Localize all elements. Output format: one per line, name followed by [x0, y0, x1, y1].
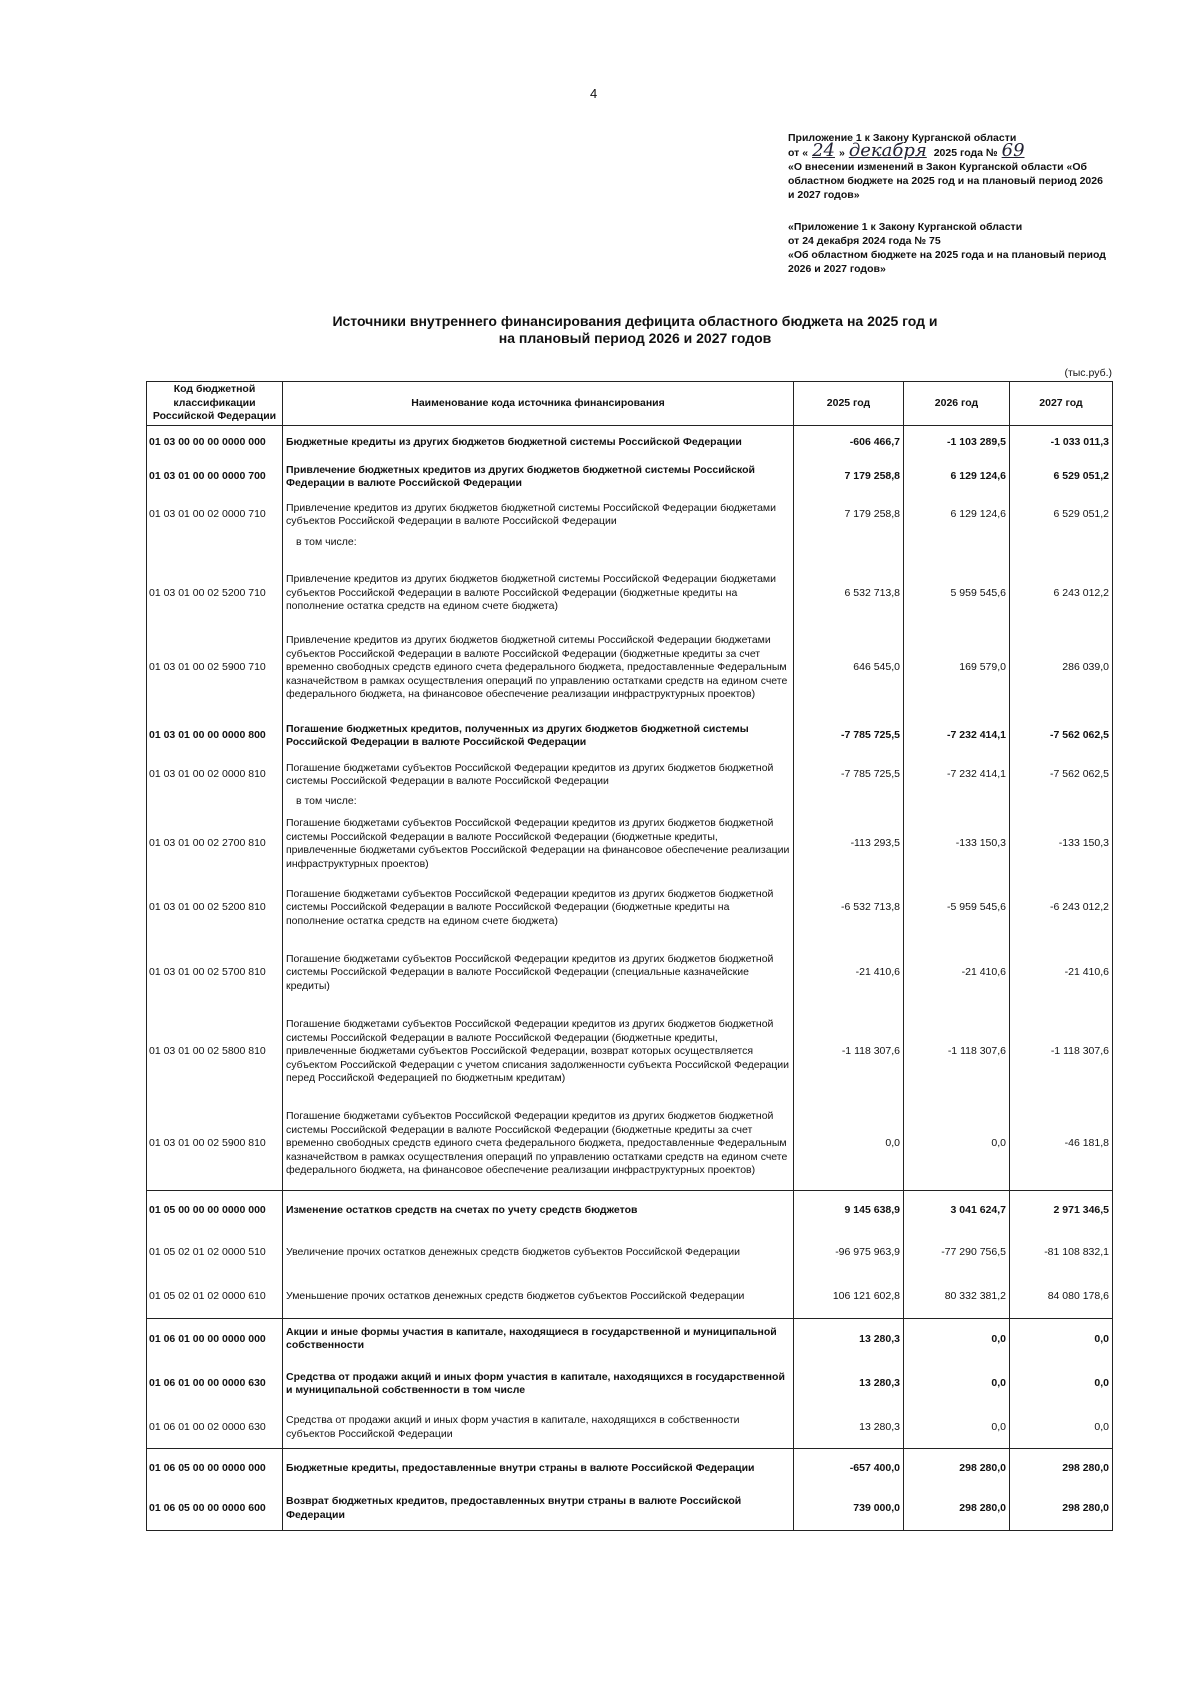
row-value-2026: 298 280,0 — [904, 1448, 1010, 1488]
table-row — [147, 792, 1113, 812]
table-row — [147, 1488, 1113, 1530]
table-row — [147, 1230, 1113, 1276]
header-2025: 2025 год — [794, 382, 904, 426]
table-row — [147, 812, 1113, 876]
row-value-2027: 298 280,0 — [1010, 1448, 1113, 1488]
page-number: 4 — [590, 86, 598, 101]
row-value-2027: 84 080 178,6 — [1010, 1276, 1113, 1318]
document-title — [160, 313, 1110, 347]
title-line1: Источники внутреннего финансирования дефицита областного бюджета на 2025 год и — [332, 313, 938, 329]
table-row — [147, 1276, 1113, 1318]
row-value-2025: -657 400,0 — [794, 1448, 904, 1488]
row-value-2027: -7 562 062,5 — [1010, 758, 1113, 792]
row-name: Бюджетные кредиты, предоставленные внутри страны в валюте Российской Федерации — [283, 1448, 794, 1488]
row-value-2027: -7 562 062,5 — [1010, 714, 1113, 758]
row-code: 01 03 01 00 02 5200 810 — [147, 876, 283, 940]
appendix-original — [788, 220, 1108, 276]
row-value-2025: 13 280,3 — [794, 1360, 904, 1408]
row-value-2026: -1 103 289,5 — [904, 425, 1010, 459]
row-value-2025: -7 785 725,5 — [794, 758, 904, 792]
row-value-2026: 5 959 545,6 — [904, 565, 1010, 622]
row-value-2025: 6 532 713,8 — [794, 565, 904, 622]
row-value-2026: 6 129 124,6 — [904, 495, 1010, 535]
row-value-2025: -606 466,7 — [794, 425, 904, 459]
row-value-2026: 169 579,0 — [904, 622, 1010, 714]
row-value-2026: -21 410,6 — [904, 940, 1010, 1006]
row-value-2027: 0,0 — [1010, 1408, 1113, 1448]
table-row — [147, 1408, 1113, 1448]
row-value-2026: 80 332 381,2 — [904, 1276, 1010, 1318]
table-header-row — [147, 382, 1113, 426]
row-code: 01 06 01 00 00 0000 630 — [147, 1360, 283, 1408]
row-code: 01 05 02 01 02 0000 510 — [147, 1230, 283, 1276]
row-value-2027: 0,0 — [1010, 1318, 1113, 1360]
including-note: в том числе: — [296, 536, 357, 548]
table-row — [147, 714, 1113, 758]
row-code: 01 03 01 00 02 0000 710 — [147, 495, 283, 535]
row-value-2026: -7 232 414,1 — [904, 758, 1010, 792]
row-value-2025: 739 000,0 — [794, 1488, 904, 1530]
row-value-2027: -81 108 832,1 — [1010, 1230, 1113, 1276]
row-value-2026: 0,0 — [904, 1098, 1010, 1190]
row-name: Возврат бюджетных кредитов, предоставленных внутри страны в валюте Российской Федерации — [283, 1488, 794, 1530]
appendix-original-line3: «Об областном бюджете на 2025 года и на плановый период 2026 и 2027 годов» — [788, 249, 1106, 275]
table-row — [147, 940, 1113, 1006]
appendix-year-text: 2025 года № — [933, 147, 998, 159]
row-value-2025: 9 145 638,9 — [794, 1190, 904, 1230]
row-value-2027: -1 118 307,6 — [1010, 1006, 1113, 1098]
header-name: Наименование кода источника финансирования — [283, 382, 794, 426]
units-label: (тыс.руб.) — [1064, 367, 1112, 379]
row-value-2026: -77 290 756,5 — [904, 1230, 1010, 1276]
row-value-2026: 0,0 — [904, 1408, 1010, 1448]
row-code: 01 06 05 00 00 0000 000 — [147, 1448, 283, 1488]
row-value-2025: 13 280,3 — [794, 1318, 904, 1360]
row-name: Средства от продажи акций и иных форм участия в капитале, находящихся в собственности субъектов Российской Федерации — [283, 1408, 794, 1448]
table-row — [147, 1318, 1113, 1360]
row-value-2025: -6 532 713,8 — [794, 876, 904, 940]
row-value-2025: -96 975 963,9 — [794, 1230, 904, 1276]
row-code: 01 03 01 00 02 5900 810 — [147, 1098, 283, 1190]
table-row — [147, 1098, 1113, 1190]
row-name: Акции и иные формы участия в капитале, находящиеся в государственной и муниципальной собственности — [283, 1318, 794, 1360]
row-name: Привлечение кредитов из других бюджетов бюджетной системы Российской Федерации бюджетами субъектов Российской Федерации в валюте Российской Федерации — [283, 495, 794, 535]
appendix-from-prefix: от « — [788, 147, 809, 159]
row-code: 01 03 01 00 02 5900 710 — [147, 622, 283, 714]
row-value-2026: 0,0 — [904, 1360, 1010, 1408]
header-code: Код бюджетной классификации Российской Федерации — [147, 382, 283, 426]
row-name: Средства от продажи акций и иных форм участия в капитале, находящихся в государственной и муниципальной собственности в том числе — [283, 1360, 794, 1408]
financing-sources-table — [146, 381, 1113, 1531]
row-value-2027: 6 243 012,2 — [1010, 565, 1113, 622]
row-value-2027: 6 529 051,2 — [1010, 495, 1113, 535]
row-value-2025: -113 293,5 — [794, 812, 904, 876]
row-value-2026: 0,0 — [904, 1318, 1010, 1360]
row-value-2026: -133 150,3 — [904, 812, 1010, 876]
row-name: Погашение бюджетами субъектов Российской Федерации кредитов из других бюджетов бюджетной системы Российской Федерации в валюте Российской Федерации (бюджетные кредиты, привлеченные бюджетами субъектов Российской Федерации, возврат которых осуществляется субъектом Российской Федерации с учетом списания задолженности субъекта Российской Федерации перед Российской Федерацией по бюджетным кредитам) — [283, 1006, 794, 1098]
row-value-2025: 7 179 258,8 — [794, 459, 904, 495]
row-value-2027: -1 033 011,3 — [1010, 425, 1113, 459]
table-row — [147, 425, 1113, 459]
row-code: 01 06 05 00 00 0000 600 — [147, 1488, 283, 1530]
row-value-2026: 3 041 624,7 — [904, 1190, 1010, 1230]
row-value-2027: 6 529 051,2 — [1010, 459, 1113, 495]
row-name: Погашение бюджетами субъектов Российской Федерации кредитов из других бюджетов бюджетной системы Российской Федерации в валюте Российской Федерации (бюджетные кредиты на пополнение остатка средств на едином счете бюджета) — [283, 876, 794, 940]
table-row — [147, 758, 1113, 792]
table-row — [147, 565, 1113, 622]
row-value-2027: 2 971 346,5 — [1010, 1190, 1113, 1230]
row-code: 01 03 01 00 02 5700 810 — [147, 940, 283, 1006]
row-code: 01 03 01 00 02 2700 810 — [147, 812, 283, 876]
row-value-2027: 298 280,0 — [1010, 1488, 1113, 1530]
row-value-2026: 6 129 124,6 — [904, 459, 1010, 495]
row-name: Уменьшение прочих остатков денежных средств бюджетов субъектов Российской Федерации — [283, 1276, 794, 1318]
row-value-2026: -5 959 545,6 — [904, 876, 1010, 940]
row-code: 01 06 01 00 00 0000 000 — [147, 1318, 283, 1360]
row-value-2027: 0,0 — [1010, 1360, 1113, 1408]
appendix-current-line1: Приложение 1 к Закону Курганской области — [788, 132, 1017, 144]
table-row — [147, 535, 1113, 565]
row-code: 01 03 00 00 00 0000 000 — [147, 425, 283, 459]
row-code: 01 03 01 00 00 0000 800 — [147, 714, 283, 758]
row-code: 01 05 02 01 02 0000 610 — [147, 1276, 283, 1318]
row-name: Увеличение прочих остатков денежных средств бюджетов субъектов Российской Федерации — [283, 1230, 794, 1276]
table-row — [147, 876, 1113, 940]
row-value-2025: 106 121 602,8 — [794, 1276, 904, 1318]
row-value-2025: -7 785 725,5 — [794, 714, 904, 758]
handwritten-number: 69 — [1001, 140, 1025, 161]
appendix-original-line2: от 24 декабря 2024 года № 75 — [788, 235, 941, 247]
row-code: 01 06 01 00 02 0000 630 — [147, 1408, 283, 1448]
row-name: Погашение бюджетных кредитов, полученных из других бюджетов бюджетной системы Российской Федерации в валюте Российской Федерации — [283, 714, 794, 758]
title-line2: на плановый период 2026 и 2027 годов — [498, 330, 772, 346]
row-value-2025: -1 118 307,6 — [794, 1006, 904, 1098]
row-value-2027: -6 243 012,2 — [1010, 876, 1113, 940]
row-name: Погашение бюджетами субъектов Российской Федерации кредитов из других бюджетов бюджетной системы Российской Федерации в валюте Российской Федерации (бюджетные кредиты за счет временно свободных средств единого счета федерального бюджета, предоставленные Федеральным казначейством в рамках осуществления операций по управлению остатками средств на едином счете федерального бюджета, на финансовое обеспечение реализации инфраструктурных проектов) — [283, 1098, 794, 1190]
row-value-2025: 0,0 — [794, 1098, 904, 1190]
row-name: Погашение бюджетами субъектов Российской Федерации кредитов из других бюджетов бюджетной системы Российской Федерации в валюте Российской Федерации — [283, 758, 794, 792]
including-note: в том числе: — [296, 795, 357, 808]
handwritten-day: 24 — [812, 140, 835, 161]
row-value-2026: -1 118 307,6 — [904, 1006, 1010, 1098]
table-row — [147, 1360, 1113, 1408]
table-row — [147, 622, 1113, 714]
row-name: Привлечение бюджетных кредитов из других бюджетов бюджетной системы Российской Федерации в валюте Российской Федерации — [283, 459, 794, 495]
appendix-current — [788, 131, 1108, 202]
row-value-2027: -133 150,3 — [1010, 812, 1113, 876]
table-row — [147, 459, 1113, 495]
row-code: 01 05 00 00 00 0000 000 — [147, 1190, 283, 1230]
row-value-2027: -46 181,8 — [1010, 1098, 1113, 1190]
row-value-2025: -21 410,6 — [794, 940, 904, 1006]
row-name: Погашение бюджетами субъектов Российской Федерации кредитов из других бюджетов бюджетной системы Российской Федерации в валюте Российской Федерации (специальные казначейские кредиты) — [283, 940, 794, 1006]
row-code: 01 03 01 00 02 5200 710 — [147, 565, 283, 622]
row-code: 01 03 01 00 02 0000 810 — [147, 758, 283, 792]
row-value-2026: 298 280,0 — [904, 1488, 1010, 1530]
table-row — [147, 1448, 1113, 1488]
handwritten-month: декабря — [848, 140, 927, 161]
row-code: 01 03 01 00 02 5800 810 — [147, 1006, 283, 1098]
row-name: Бюджетные кредиты из других бюджетов бюджетной системы Российской Федерации — [283, 425, 794, 459]
table-row — [147, 495, 1113, 535]
appendix-current-line3: «О внесении изменений в Закон Курганской области «Об областном бюджете на 2025 год и на плановый период 2026 и 2027 годов» — [788, 161, 1103, 201]
header-2026: 2026 год — [904, 382, 1010, 426]
appendix-original-line1: «Приложение 1 к Закону Курганской области — [788, 221, 1023, 233]
table-row — [147, 1190, 1113, 1230]
row-value-2026: -7 232 414,1 — [904, 714, 1010, 758]
row-name: Привлечение кредитов из других бюджетов бюджетной системы Российской Федерации бюджетами субъектов Российской Федерации в валюте Российской Федерации (бюджетные кредиты на пополнение остатка средств на едином счете бюджета) — [283, 565, 794, 622]
row-value-2027: -21 410,6 — [1010, 940, 1113, 1006]
row-value-2025: 7 179 258,8 — [794, 495, 904, 535]
row-value-2025: 646 545,0 — [794, 622, 904, 714]
row-code: 01 03 01 00 00 0000 700 — [147, 459, 283, 495]
row-name: Изменение остатков средств на счетах по учету средств бюджетов — [283, 1190, 794, 1230]
row-value-2025: 13 280,3 — [794, 1408, 904, 1448]
row-name: Погашение бюджетами субъектов Российской Федерации кредитов из других бюджетов бюджетной системы Российской Федерации в валюте Российской Федерации (бюджетные кредиты, привлеченные бюджетами субъектов Российской Федерации на финансовое обеспечение реализации инфраструктурных проектов) — [283, 812, 794, 876]
table-row — [147, 1006, 1113, 1098]
row-value-2027: 286 039,0 — [1010, 622, 1113, 714]
row-name: Привлечение кредитов из других бюджетов бюджетной ситемы Российской Федерации бюджетами субъектов Российской Федерации в валюте Российской Федерации (бюджетные кредиты за счет временно свободных средств единого счета федерального бюджета, предоставленные Федеральным казначейством в рамках осуществления операций по управлению остатками средств на едином счете федерального бюджета, на финансовое обеспечение реализации инфраструктурных проектов) — [283, 622, 794, 714]
appendix-mid: » — [838, 147, 845, 159]
appendix-current-date-line — [788, 140, 1108, 161]
header-2027: 2027 год — [1010, 382, 1113, 426]
